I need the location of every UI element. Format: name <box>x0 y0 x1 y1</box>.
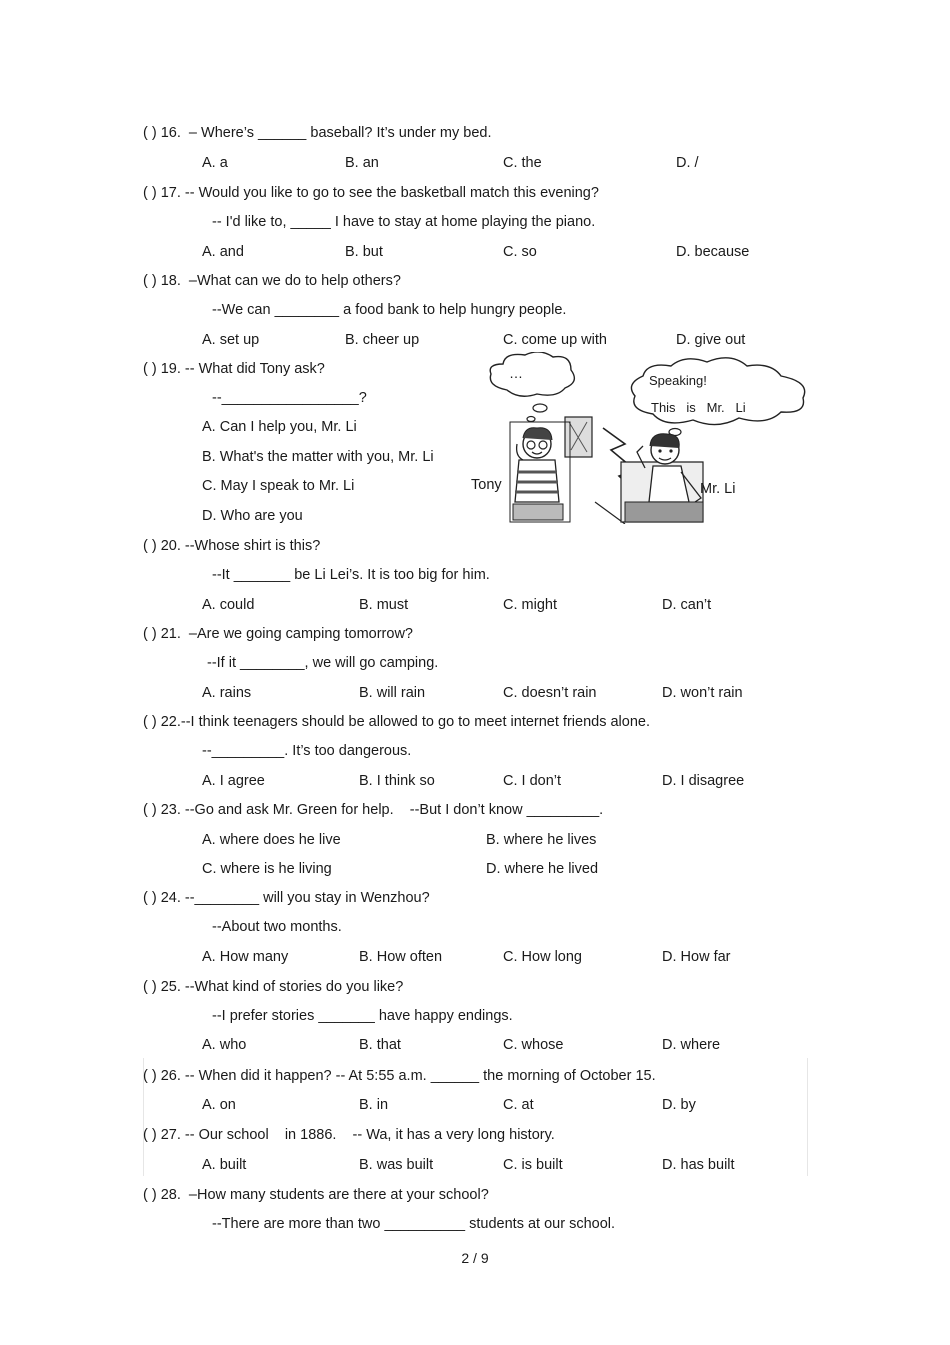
q20-option-b: B. must <box>359 597 409 613</box>
q22-option-c: C. I don’t <box>503 773 562 789</box>
q24-option-b: B. How often <box>359 949 443 965</box>
tony-bubble-text: … <box>509 365 523 381</box>
q25-option-c: C. whose <box>503 1037 564 1053</box>
q26-stem: ( ) 26. -- When did it happen? -- At 5:55 a.m. ______ the morning of October 15. <box>143 1068 656 1084</box>
q17-option-a: A. and <box>202 244 244 260</box>
q21-stem: ( ) 21. –Are we going camping tomorrow? <box>143 626 413 642</box>
tony-label: Tony <box>471 477 502 493</box>
q21-option-c: C. doesn’t rain <box>503 685 597 701</box>
q16-option-b: B. an <box>345 155 379 171</box>
q25-option-d: D. where <box>662 1037 721 1053</box>
box-line-right <box>807 1058 808 1176</box>
li-bubble-line-1: Speaking! <box>649 373 707 388</box>
q16-option-a: A. a <box>202 155 228 171</box>
q24-line2: --About two months. <box>212 919 342 935</box>
q22-option-d: D. I disagree <box>662 773 745 789</box>
phone-call-illustration <box>471 352 810 524</box>
q24-option-d: D. How far <box>662 949 731 965</box>
q23-option-b: B. where he lives <box>486 832 597 848</box>
q23-option-a: A. where does he live <box>202 832 341 848</box>
q25-stem: ( ) 25. --What kind of stories do you like? <box>143 979 404 995</box>
q19-option-d: D. Who are you <box>202 508 303 524</box>
q26-option-a: A. on <box>202 1097 236 1113</box>
q25-line2: --I prefer stories _______ have happy endings. <box>212 1008 513 1024</box>
q28-stem: ( ) 28. –How many students are there at your school? <box>143 1187 489 1203</box>
q21-line2: --If it ________, we will go camping. <box>207 655 439 671</box>
q17-line2: -- I'd like to, _____ I have to stay at home playing the piano. <box>212 214 596 230</box>
q27-option-c: C. is built <box>503 1157 563 1173</box>
q23-option-c: C. where is he living <box>202 861 332 877</box>
q20-option-d: D. can’t <box>662 597 712 613</box>
q16-option-d: D. / <box>676 155 699 171</box>
q22-line2: --_________. It’s too dangerous. <box>202 743 412 759</box>
q27-stem: ( ) 27. -- Our school in 1886. -- Wa, it has a very long history. <box>143 1127 555 1143</box>
q19-option-a: A. Can I help you, Mr. Li <box>202 419 357 435</box>
q19-option-b: B. What's the matter with you, Mr. Li <box>202 449 434 465</box>
q21-option-a: A. rains <box>202 685 252 701</box>
q17-stem: ( ) 17. -- Would you like to go to see the basketball match this evening? <box>143 185 599 201</box>
q24-stem: ( ) 24. --________ will you stay in Wenzhou? <box>143 890 430 906</box>
q18-option-d: D. give out <box>676 332 746 348</box>
q20-option-c: C. might <box>503 597 557 613</box>
q17-option-c: C. so <box>503 244 537 260</box>
q18-line2: --We can ________ a food bank to help hungry people. <box>212 302 567 318</box>
q18-stem: ( ) 18. –What can we do to help others? <box>143 273 401 289</box>
q24-option-c: C. How long <box>503 949 582 965</box>
q21-option-b: B. will rain <box>359 685 426 701</box>
q18-option-a: A. set up <box>202 332 260 348</box>
q22-stem: ( ) 22.--I think teenagers should be allowed to go to meet internet friends alone. <box>143 714 650 730</box>
q23-stem: ( ) 23. --Go and ask Mr. Green for help. --But I don’t know _________. <box>143 802 604 818</box>
q25-option-b: B. that <box>359 1037 401 1053</box>
page-number: 2 / 9 <box>461 1250 489 1266</box>
q26-option-d: D. by <box>662 1097 696 1113</box>
li-bubble-line-2: This is Mr. Li <box>651 400 746 415</box>
q17-option-d: D. because <box>676 244 750 260</box>
mr-li-label: Mr. Li <box>700 481 736 497</box>
q25-option-a: A. who <box>202 1037 247 1053</box>
q20-option-a: A. could <box>202 597 255 613</box>
q21-option-d: D. won’t rain <box>662 685 743 701</box>
q23-option-d: D. where he lived <box>486 861 599 877</box>
q19-stem: ( ) 19. -- What did Tony ask? <box>143 361 325 377</box>
q20-line2: --It _______ be Li Lei’s. It is too big for him. <box>212 567 490 583</box>
q27-option-d: D. has built <box>662 1157 735 1173</box>
q27-option-a: A. built <box>202 1157 247 1173</box>
q22-option-b: B. I think so <box>359 773 435 789</box>
q20-stem: ( ) 20. --Whose shirt is this? <box>143 538 321 554</box>
q28-line2: --There are more than two __________ students at our school. <box>212 1216 616 1232</box>
q16-stem: ( ) 16. – Where’s ______ baseball? It’s under my bed. <box>143 125 492 141</box>
q18-option-b: B. cheer up <box>345 332 420 348</box>
q19-option-c: C. May I speak to Mr. Li <box>202 478 355 494</box>
q22-option-a: A. I agree <box>202 773 265 789</box>
q24-option-a: A. How many <box>202 949 289 965</box>
q26-option-c: C. at <box>503 1097 534 1113</box>
phone-call-picture <box>485 352 810 524</box>
q17-option-b: B. but <box>345 244 383 260</box>
q26-option-b: B. in <box>359 1097 389 1113</box>
q18-option-c: C. come up with <box>503 332 607 348</box>
q16-option-c: C. the <box>503 155 542 171</box>
q27-option-b: B. was built <box>359 1157 434 1173</box>
q19-line2: --_________________? <box>212 390 367 406</box>
